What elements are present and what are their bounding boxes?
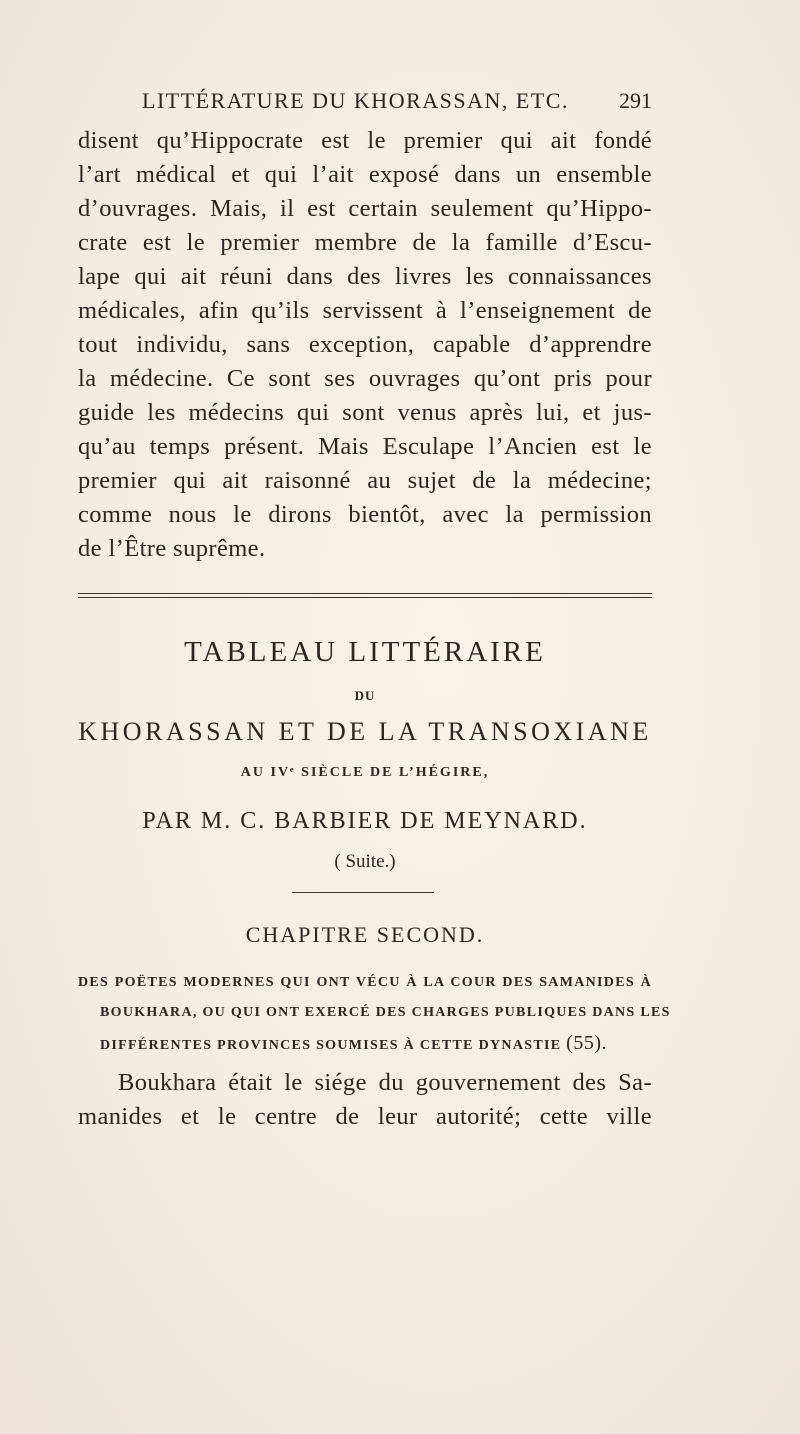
text-line: de l’Être suprême. <box>78 535 266 562</box>
text-line: comme nous le dirons bientôt, avec la permission <box>78 501 652 528</box>
chapter-subtitle <box>78 968 671 1061</box>
footnote-ref: (55). <box>566 1032 607 1054</box>
text-line: premier qui ait raisonné au sujet de la médecine; <box>78 467 652 494</box>
article-title: TABLEAU LITTÉRAIRE <box>184 636 546 668</box>
text-line: guide les médecins qui sont venus après lui, et jus- <box>78 399 652 426</box>
text-line: crate est le premier membre de la famille d’Escu- <box>78 229 652 256</box>
chapter-paragraph <box>78 1066 652 1134</box>
article-author: PAR M. C. BARBIER DE MEYNARD. <box>142 808 588 834</box>
text-line: l’art médical et qui l’ait exposé dans un ensemble <box>78 161 652 188</box>
article-continuation: ( Suite.) <box>334 851 396 872</box>
text-line: qu’au temps présent. Mais Esculape l’Ancien est le <box>78 433 652 460</box>
text-line: tout individu, sans exception, capable d’apprendre <box>78 331 652 358</box>
chapter-subtitle-line: DES POËTES MODERNES QUI ONT VÉCU À LA COUR DES SAMANIDES À <box>78 975 652 990</box>
text-line: disent qu’Hippocrate est le premier qui ait fondé <box>78 127 652 154</box>
section-divider <box>78 597 652 598</box>
chapter-subtitle-line-last <box>78 1028 652 1061</box>
text-line: la médecine. Ce sont ses ouvrages qu’ont pris pour <box>78 365 652 392</box>
text-line: d’ouvrages. Mais, il est certain seulement qu’Hippo- <box>78 195 652 222</box>
text-line: lape qui ait réuni dans des livres les connaissances <box>78 263 652 290</box>
running-head-title: LITTÉRATURE DU KHORASSAN, ETC. <box>142 88 569 113</box>
running-head <box>142 88 652 114</box>
page-number: 291 <box>619 88 652 113</box>
section-divider <box>78 593 652 594</box>
short-divider <box>292 892 434 893</box>
chapter-title: CHAPITRE SECOND. <box>245 922 485 947</box>
article-region: KHORASSAN ET DE LA TRANSOXIANE <box>78 717 652 746</box>
text-line: médicales, afin qu’ils servissent à l’enseignement de <box>78 297 652 324</box>
chapter-subtitle-line: BOUKHARA, OU QUI ONT EXERCÉ DES CHARGES PUBLIQUES DANS LES <box>100 1005 671 1020</box>
text-line: manides et le centre de leur autorité; cette ville <box>78 1103 652 1130</box>
text-line: Boukhara était le siége du gouvernement des Sa- <box>118 1069 652 1096</box>
chapter-subtitle-text: DIFFÉRENTES PROVINCES SOUMISES À CETTE DYNASTIE <box>100 1038 562 1053</box>
article-century: AU IVᵉ SIÈCLE DE L’HÉGIRE, <box>240 765 490 780</box>
article-title-du: DU <box>354 688 376 703</box>
body-paragraph <box>78 124 652 566</box>
